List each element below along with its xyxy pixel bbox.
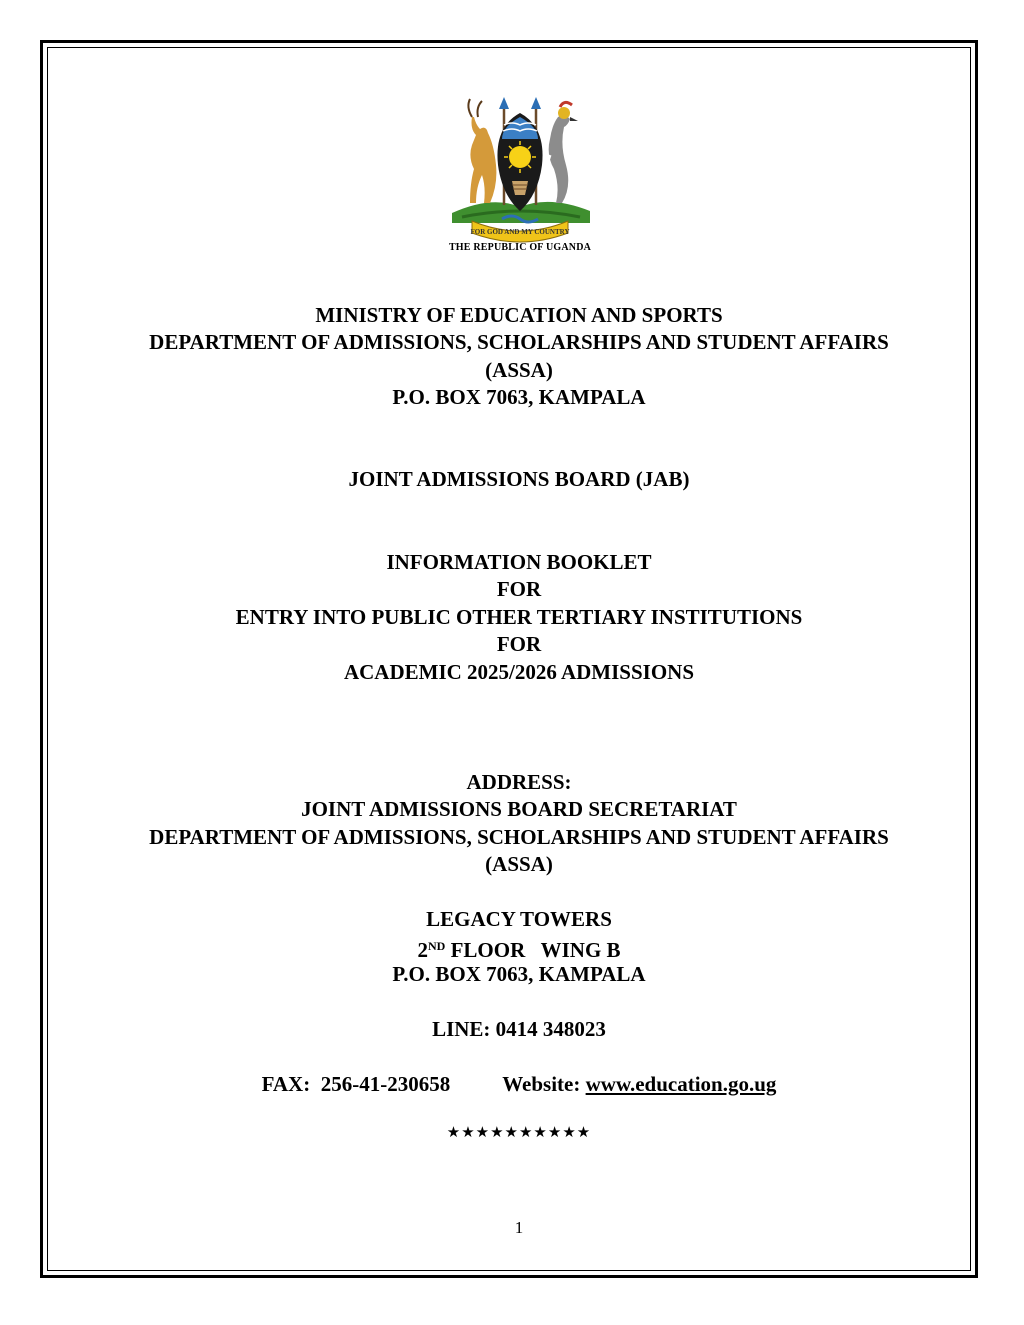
address-department-abbreviation: (ASSA) <box>485 852 553 876</box>
page-number: 1 <box>514 1218 524 1237</box>
contact-fax: FAX: 256-41-230658 <box>261 1072 451 1096</box>
booklet-academic-year: ACADEMIC 2025/2026 ADMISSIONS <box>343 660 695 684</box>
address-label: ADDRESS: <box>466 770 572 794</box>
uganda-coat-of-arms <box>432 95 608 260</box>
crest-motto: FOR GOD AND MY COUNTRY <box>470 228 570 236</box>
board-name: JOINT ADMISSIONS BOARD (JAB) <box>348 467 690 491</box>
crest-caption: THE REPUBLIC OF UGANDA <box>448 242 592 253</box>
floor-ordinal-suffix: ND <box>427 939 446 953</box>
ministry-name: MINISTRY OF EDUCATION AND SPORTS <box>315 303 723 327</box>
address-floor <box>60 933 978 964</box>
address-secretariat: JOINT ADMISSIONS BOARD SECRETARIAT <box>301 797 737 821</box>
booklet-entry: ENTRY INTO PUBLIC OTHER TERTIARY INSTITUTIONS <box>235 605 803 629</box>
department-name: DEPARTMENT OF ADMISSIONS, SCHOLARSHIPS AND STUDENT AFFAIRS <box>149 330 889 354</box>
floor-wing: FLOOR WING B <box>445 938 621 962</box>
address-building: LEGACY TOWERS <box>426 907 612 931</box>
address-department: DEPARTMENT OF ADMISSIONS, SCHOLARSHIPS AND STUDENT AFFAIRS <box>149 825 889 849</box>
ministry-po-box: P.O. BOX 7063, KAMPALA <box>392 385 646 409</box>
website-label: Website: <box>502 1072 586 1096</box>
star-divider: ★★★★★★★★★★ <box>446 1123 592 1141</box>
floor-number: 2 <box>417 938 428 962</box>
booklet-for-1: FOR <box>496 577 542 601</box>
website-link[interactable]: www.education.go.ug <box>585 1072 777 1096</box>
booklet-title: INFORMATION BOOKLET <box>386 550 652 574</box>
department-abbreviation: (ASSA) <box>485 358 553 382</box>
booklet-for-2: FOR <box>496 632 542 656</box>
address-po-box: P.O. BOX 7063, KAMPALA <box>392 962 646 986</box>
coat-of-arms-icon <box>432 95 608 245</box>
contact-phone-line: LINE: 0414 348023 <box>432 1017 606 1041</box>
contact-fax-website <box>60 1071 978 1098</box>
